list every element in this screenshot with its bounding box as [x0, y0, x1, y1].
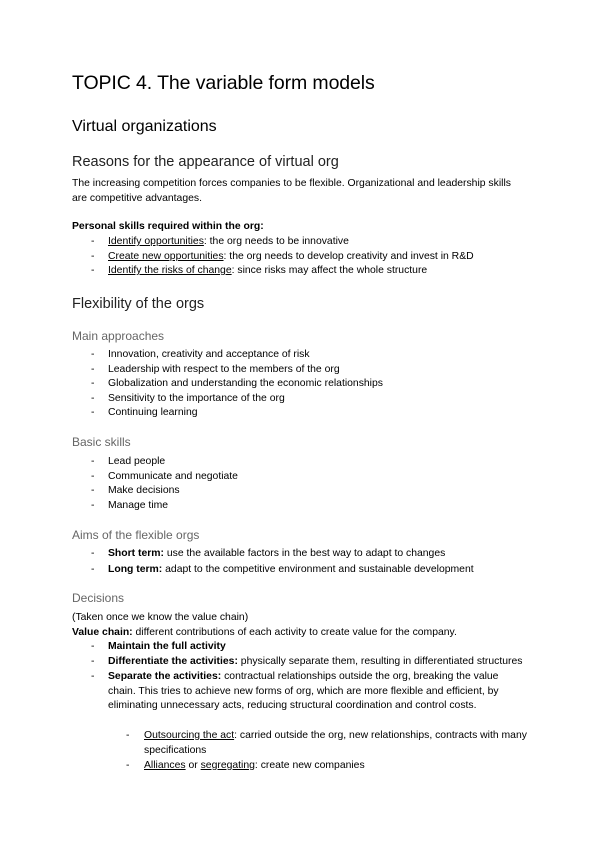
- list-item: - Make decisions: [72, 484, 238, 499]
- list-item: - Leadership with respect to the members of the org: [72, 363, 383, 378]
- decisions-sub-list: [109, 729, 528, 773]
- decisions-list: [72, 640, 528, 714]
- list-item: - Continuing learning: [72, 406, 383, 421]
- basic-skills-list: [72, 455, 238, 513]
- list-item: - Outsourcing the act: carried outside the org, new relationships, contracts with many specifications: [109, 729, 528, 758]
- list-item: - Innovation, creativity and acceptance of risk: [72, 348, 383, 363]
- reasons-paragraph: The increasing competition forces companies to be flexible. Organizational and leadership skills are competitive advantages.: [72, 178, 511, 204]
- list-item: - Differentiate the activities: physically separate them, resulting in differentiated structures: [72, 655, 528, 670]
- list-item: - Separate the activities: contractual relationships outside the org, breaking the value chain. This tries to achieve new forms of org, which are more flexible and efficient, by eliminating unnecessary acts, reducing structural coordination and control costs.: [72, 670, 528, 714]
- heading-main-approaches: Main approaches: [72, 329, 165, 343]
- list-item: - Maintain the full activity: [72, 640, 528, 655]
- list-item: - Globalization and understanding the economic relationships: [72, 377, 383, 392]
- skills-heading: Personal skills required within the org:: [72, 221, 264, 232]
- list-item: - Lead people: [72, 455, 238, 470]
- main-approaches-list: [72, 348, 383, 421]
- heading-aims: Aims of the flexible orgs: [72, 528, 200, 542]
- page-title: TOPIC 4. The variable form models: [72, 72, 375, 94]
- list-item: - Communicate and negotiate: [72, 470, 238, 485]
- value-chain-definition: Value chain: different contributions of each activity to create value for the company.: [72, 627, 457, 638]
- skills-list: [72, 235, 474, 279]
- list-item: - Identify the risks of change: since risks may affect the whole structure: [72, 264, 474, 279]
- subsection-heading-reasons: Reasons for the appearance of virtual org: [72, 154, 339, 170]
- list-item: - Manage time: [72, 499, 238, 514]
- list-item: - Create new opportunities: the org needs to develop creativity and invest in R&D: [72, 250, 474, 265]
- decisions-note: (Taken once we know the value chain): [72, 612, 249, 623]
- list-item: - Identify opportunities: the org needs to be innovative: [72, 235, 474, 250]
- heading-decisions: Decisions: [72, 591, 125, 605]
- aims-list: [72, 547, 474, 578]
- subsection-heading-flexibility: Flexibility of the orgs: [72, 296, 205, 312]
- list-item: - Sensitivity to the importance of the org: [72, 392, 383, 407]
- heading-basic-skills: Basic skills: [72, 435, 131, 449]
- list-item: - Alliances or segregating: create new companies: [109, 759, 528, 774]
- section-heading-virtual-organizations: Virtual organizations: [72, 118, 217, 135]
- list-item: - Long term: adapt to the competitive environment and sustainable development: [72, 563, 474, 578]
- list-item: - Short term: use the available factors in the best way to adapt to changes: [72, 547, 474, 562]
